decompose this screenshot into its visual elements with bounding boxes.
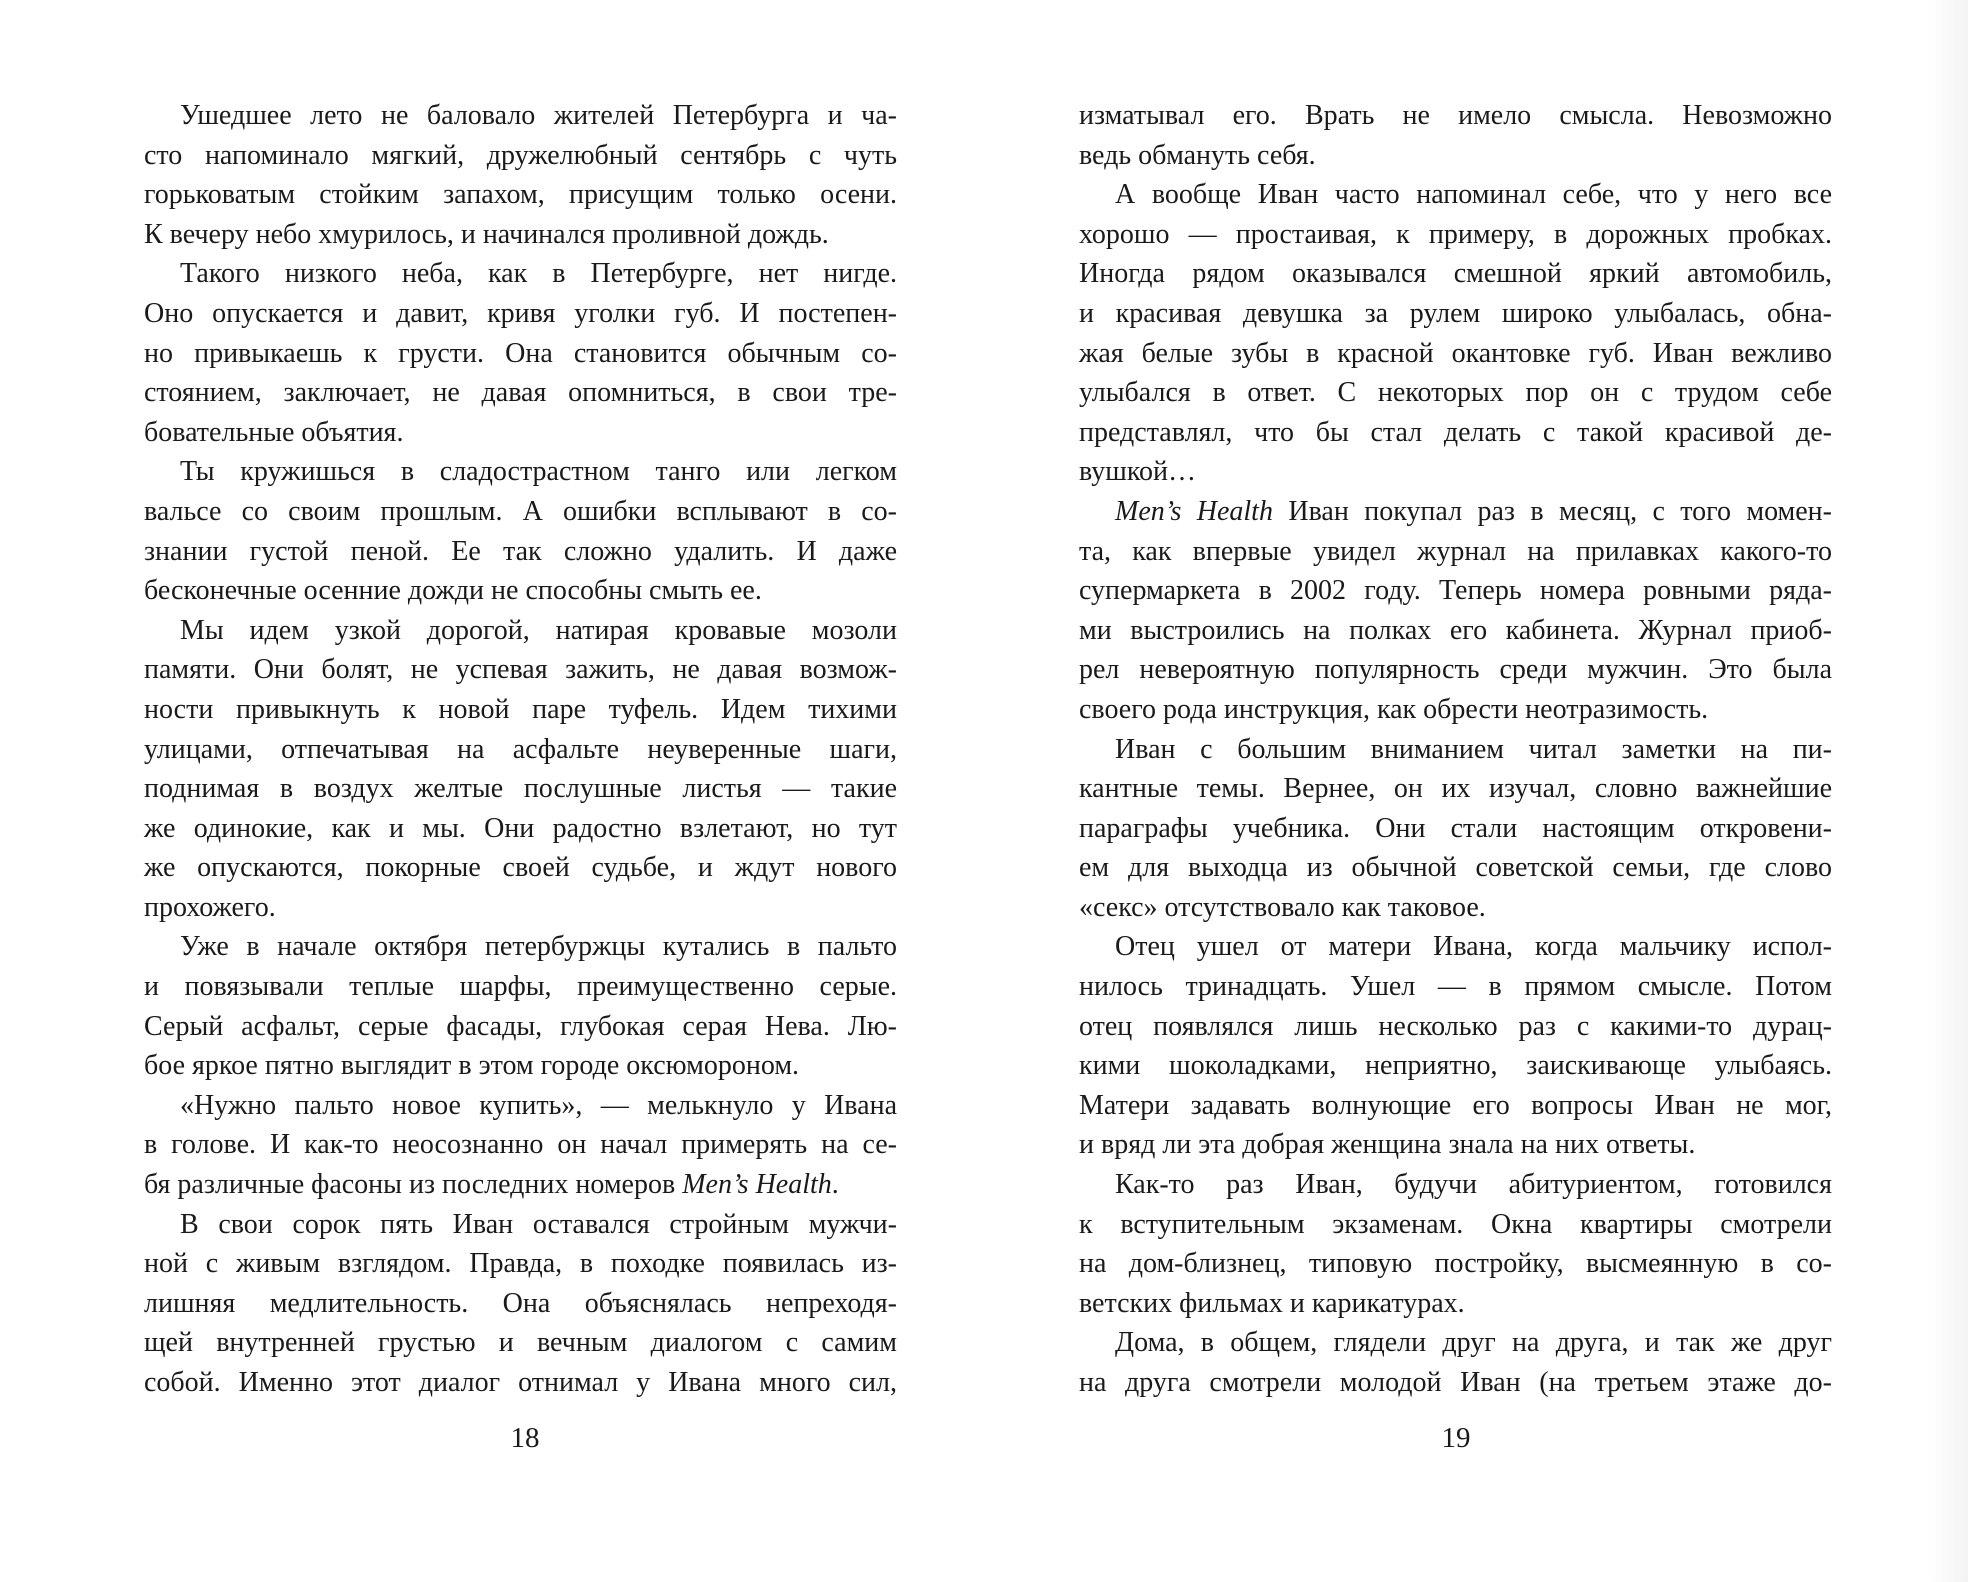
text-line: ведь обмануть себя. <box>1079 139 1316 171</box>
text-line: Дома, в общем, глядели друг на друга, и так же друг <box>1115 1327 1832 1359</box>
text-line: Ушедшее лето не баловало жителей Петербурга и ча- <box>180 100 897 131</box>
text-line: супермаркета в 2002 году. Теперь номера ровными ряда- <box>1079 575 1832 607</box>
text-line: Матери задавать волнующие его вопросы Иван не мог, <box>1079 1089 1832 1121</box>
text-line: на дом-близнец, типовую постройку, высмеянную в со- <box>1079 1248 1832 1280</box>
text-line: Серый асфальт, серые фасады, глубокая серая Нева. Лю- <box>144 1010 897 1042</box>
text-line: к вступительным экзаменам. Окна квартиры смотрели <box>1079 1208 1832 1240</box>
paragraph <box>144 96 897 254</box>
text-line: Ты кружишься в сладострастном танго или легком <box>180 456 897 488</box>
text-line <box>144 1165 897 1205</box>
text-segment: бя различные фасоны из последних номеров <box>144 1169 683 1201</box>
paragraph <box>1079 730 1832 928</box>
text-line: улицами, отпечатывая на асфальте неуверенные шаги, <box>144 733 897 765</box>
paragraph <box>1079 175 1832 492</box>
text-line: своего рода инструкция, как обрести неотразимость. <box>1079 693 1709 725</box>
text-line: параграфы учебника. Они стали настоящим откровени- <box>1079 812 1832 844</box>
paragraph <box>1079 96 1832 175</box>
text-line: Оно опускается и давит, кривя уголки губ. И постепен- <box>144 297 897 329</box>
text-line: на друга смотрели молодой Иван (на третьем этаже до- <box>1079 1367 1832 1398</box>
italic-title: Men’s Health <box>682 1169 832 1201</box>
text-line: поднимая в воздух желтые послушные листья — такие <box>144 773 897 805</box>
text-line: «секс» отсутствовало как таковое. <box>1079 891 1486 923</box>
text-line: горьковатым стойким запахом, присущим только осени. <box>144 179 897 211</box>
text-line: ветских фильмах и карикатурах. <box>1079 1287 1465 1319</box>
text-line: ности привыкнуть к новой паре туфель. Идем тихими <box>144 693 897 725</box>
text-line: отец появлялся лишь несколько раз с какими-то дурац- <box>1079 1010 1832 1042</box>
text-line: ной с живым взглядом. Правда, в походке появилась из- <box>144 1248 897 1280</box>
text-line: вальсе со своим прошлым. А ошибки всплывают в со- <box>144 495 897 527</box>
text-line: и повязывали теплые шарфы, преимущественно серые. <box>144 971 897 1003</box>
text-line: Уже в начале октября петербуржцы кутались в пальто <box>180 931 897 963</box>
text-line: и вряд ли эта добрая женщина знала на них ответы. <box>1079 1129 1696 1161</box>
text-line: нилось тринадцать. Ушел — в прямом смысле. Потом <box>1079 971 1832 1003</box>
paragraph <box>144 1086 897 1205</box>
text-segment: Иван покупал раз в месяц, с того момен- <box>1272 495 1832 527</box>
page-number: 18 <box>510 1422 540 1454</box>
paragraph <box>144 927 897 1085</box>
text-line: щей внутренней грустью и вечным диалогом с самим <box>144 1327 897 1359</box>
paragraph <box>1079 1165 1832 1323</box>
text-line: Отец ушел от матери Ивана, когда мальчику испол- <box>1115 931 1832 963</box>
text-line: бое яркое пятно выглядит в этом городе оксюмороном. <box>144 1050 800 1082</box>
text-line: рел невероятную популярность среди мужчин. Это была <box>1079 654 1832 686</box>
paragraph <box>144 611 897 928</box>
text-line: изматывал его. Врать не имело смысла. Невозможно <box>1079 100 1832 131</box>
text-line: Мы идем узкой дорогой, натирая кровавые мозоли <box>180 614 897 646</box>
text-line: бовательные объятия. <box>144 416 404 448</box>
text-segment: . <box>831 1169 839 1201</box>
text-line: «Нужно пальто новое купить», — мелькнуло у Ивана <box>180 1089 897 1121</box>
text-line: Как-то раз Иван, будучи абитуриентом, готовился <box>1115 1169 1832 1201</box>
text-line: К вечеру небо хмурилось, и начинался проливной дождь. <box>144 218 829 250</box>
text-line: представлял, что бы стал делать с такой красивой де- <box>1079 416 1832 448</box>
text-line: Иногда рядом оказывался смешной яркий автомобиль, <box>1079 258 1832 290</box>
text-line: А вообще Иван часто напоминал себе, что у него все <box>1115 179 1832 211</box>
text-line: памяти. Они болят, не успевая зажить, не давая возмож- <box>144 654 897 686</box>
text-line: хорошо — простаивая, к примеру, в дорожных пробках. <box>1079 218 1832 250</box>
text-line: ем для выходца из обычной советской семьи, где слово <box>1079 852 1832 884</box>
text-line: лишняя медлительность. Она объяснялась непреходя- <box>144 1287 897 1319</box>
paragraph <box>144 254 897 452</box>
text-line: кими шоколадками, неприятно, заискивающе улыбаясь. <box>1079 1050 1832 1082</box>
text-line: знании густой пеной. Ее так сложно удалить. И даже <box>144 535 897 567</box>
text-line: собой. Именно этот диалог отнимал у Ивана много сил, <box>144 1367 897 1398</box>
text-line: та, как впервые увидел журнал на прилавках какого-то <box>1079 535 1832 567</box>
text-line: в голове. И как-то неосознанно он начал примерять на се- <box>144 1129 897 1161</box>
text-line: прохожего. <box>144 891 276 923</box>
text-line: сто напоминало мягкий, дружелюбный сентябрь с чуть <box>144 139 897 171</box>
text-line: жая белые зубы в красной окантовке губ. Иван вежливо <box>1079 337 1832 369</box>
text-line: же опускаются, покорные своей судьбе, и ждут нового <box>144 852 897 884</box>
paragraph <box>1079 927 1832 1165</box>
page-text <box>144 96 897 1403</box>
text-line: и красивая девушка за рулем широко улыбалась, обна- <box>1079 297 1832 329</box>
text-line: стоянием, заключает, не давая опомниться, в свои тре- <box>144 377 897 409</box>
right-page <box>984 0 1968 1582</box>
text-line: Иван с большим вниманием читал заметки на пи- <box>1115 733 1832 765</box>
text-line: кантные темы. Вернее, он их изучал, словно важнейшие <box>1079 773 1832 805</box>
text-line: но привыкаешь к грусти. Она становится обычным со- <box>144 337 897 369</box>
text-line: же одинокие, как и мы. Они радостно взлетают, но тут <box>144 812 897 844</box>
page-number: 19 <box>1441 1422 1471 1454</box>
text-line: Такого низкого неба, как в Петербурге, нет нигде. <box>180 258 897 290</box>
text-line: улыбался в ответ. С некоторых пор он с трудом себе <box>1079 377 1832 409</box>
text-line: бесконечные осенние дожди не способны смыть ее. <box>144 575 762 607</box>
page-text <box>1079 96 1832 1403</box>
paragraph <box>1079 492 1832 730</box>
paragraph <box>144 452 897 610</box>
text-line: В свои сорок пять Иван оставался стройным мужчи- <box>180 1208 897 1240</box>
text-line: вушкой… <box>1079 456 1196 488</box>
italic-title: Men’s Health <box>1115 495 1273 527</box>
paragraph <box>144 1205 897 1403</box>
text-line: ми выстроились на полках его кабинета. Журнал приоб- <box>1079 614 1832 646</box>
paragraph <box>1079 1323 1832 1402</box>
text-line <box>1079 492 1832 532</box>
